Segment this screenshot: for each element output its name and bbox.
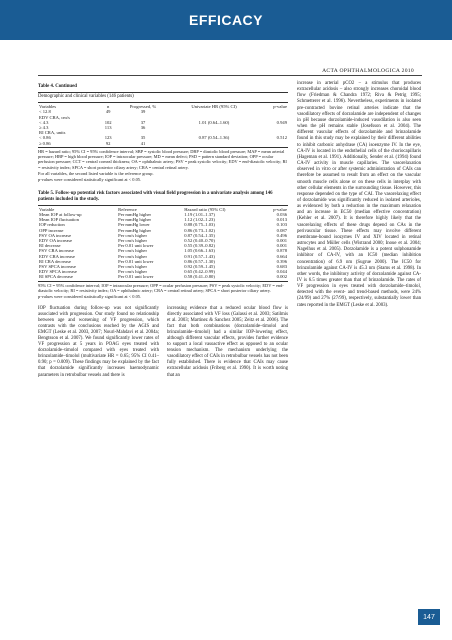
section-banner xyxy=(0,0,452,40)
table-cell: PSV CRA increase xyxy=(39,248,74,254)
table-cell: 0.52 (0.40–0.70) xyxy=(184,238,215,243)
table-cell: Per mmHg higher xyxy=(118,211,152,217)
table-cell: 0.001 xyxy=(276,243,287,249)
table-cell: 41 xyxy=(140,140,146,146)
body-paragraph-middle: increasing evidence that a reduced ocular blood flow is directly associated with VF loss (Galassi et al. 2003; Satilmis et al. 2003; Martinez & Sanchez 2005; Zeitz et al. 2006). The fact that both combinations (dorzolamide–timolol and brinzolamide–timolol) had a similar IOP-lowering effect, although different vascular effects, provides further evidence to support a local vasoactive effect as opposed to an ocular tension mechanism. The mechanism underlying the vasodilatory effect of CAIs in retrobulbar vessels has not been fully established. There is evidence that CAIs may cause extracellular acidosis (Friberg et al. 1990). It is worth noting that an xyxy=(167,305,288,378)
table-cell: 0.036 xyxy=(276,211,287,217)
table-cell: 0.86 (0.73–1.02) xyxy=(184,227,215,233)
body-paragraph-left: IOP fluctuation during follow-up was not significantly associated with progression. Our study found no relationship between age and worsening of VF progression, which contrasts with the conclusions reached by the AGIS and EMGT (Leske et al. 2003, 2007; Nouri-Mahdavi et al. 2004a; Bengtsson et al. 2007). We found significantly lower rates of VF progression at 5 years in POAG eyes treated with dorzolamide–timolol compared with eyes treated with brinzolamide–timolol (multivariate HR = 0.65; 95% CI 0.41–0.90; p = 0.009). These findings may be explained by the fact that dorzolamide significantly increases haemodynamic parameters in retrobulbar vessels and there is xyxy=(38,305,159,378)
table-cell: 0.87 (0.54–1.36) xyxy=(198,135,230,141)
table-cell: EDV CRA, cm/s xyxy=(39,114,70,120)
table-cell: 36 xyxy=(140,125,146,130)
left-column xyxy=(38,81,288,379)
page-number: 147 xyxy=(418,609,440,625)
table-cell: < 4.3 xyxy=(39,119,49,125)
table-cell: 0.92 (0.59–1.45) xyxy=(184,264,215,270)
table4 xyxy=(38,104,288,146)
table-cell: 0.044 xyxy=(276,269,287,275)
body-columns xyxy=(38,306,288,379)
table-cell: 1.01 (0.64–1.60) xyxy=(198,119,230,125)
table5-note: 95% CI = 95% confidence interval; IOP = intraocular pressure; OPP = ocular perfusion pressure; PSV = peak systolic velocity; EDV = end-diastolic velocity; RI = resistivity index; OA = ophthalmic artery; CRA = central retinal artery; SPCA = short posterior ciliary artery. xyxy=(38,282,284,293)
table-cell: RI decrease xyxy=(39,243,61,249)
column-header: p-value xyxy=(273,104,287,110)
table-cell: Per cm/s higher xyxy=(118,232,147,238)
table-cell: 0.496 xyxy=(276,232,287,238)
column-header: Hazard ratio (95% CI) xyxy=(184,206,226,212)
divider xyxy=(38,92,288,93)
divider xyxy=(38,102,288,103)
table-cell: 123 xyxy=(104,135,112,141)
table-cell: Per mmHg higher xyxy=(118,227,152,233)
table-cell: EDV SPCA increase xyxy=(39,269,77,275)
table4-note: HR = hazard ratio; 95% CI = 95% confidence interval; SBP = systolic blood pressure; DBP = diastolic blood pressure; MAP = mean arterial pressure; HBP = high blood pressure; IOP = intraocular pressure; MD = mean defect; PSD = pattern standard deviation; OPP = ocular perfusion pressure; CCT = central corneal thickness; OA = ophthalmic artery; PSV = peak systolic velocity; EDV = end-diastolic velocity; RI = resistivity index; SPCA = short posterior ciliary artery; CRA = central retinal artery. xyxy=(38,148,287,170)
table-cell xyxy=(170,141,259,146)
table-cell: EDV CRA increase xyxy=(39,253,75,259)
table-cell: 0.86 (0.57–1.30) xyxy=(184,258,215,264)
table-cell: 0.55 (0.39–0.82) xyxy=(184,243,215,249)
table5 xyxy=(38,207,288,280)
table-cell: 39 xyxy=(140,109,146,115)
divider xyxy=(38,205,288,206)
table-cell: 0.002 xyxy=(276,274,287,280)
table4-subtitle: Demographic and clinical variables (146 patients) xyxy=(38,94,134,100)
body-paragraph-right: increase in arterial pCO2 – a stimulus that produces extracellular acidosis – also strongly increases choroidal blood flow (Friedman & Chandra 1972; Riva & Petrig 1995; Schmetterer et al. 1996). Nevertheless, experiments in isolated pre-contracted bovine retinal arteries indicate that the vasodilatory effects of dorzolamide are independent of changes in pH because dorzolamide-induced vasodilation is also seen when the pH remains stable (Josefsson et al. 2004). The different vascular effects of dorzolamide and brinzolamide found in this study may be explained by their different abilities to inhibit carbonic anhydrase (CA) isoenzyme IV. In the eye, CA-IV is located in the endothelial cells of the choriocapillaris (Hageman et al. 1991). Additionally, Sender et al. (1994) found CA-IV activity in muscle capillaries. The vasorelaxation observed in vitro or after systemic administration of CAIs can therefore be assumed to result from an effect on the vascular smooth muscle cells alone or on these cells in interplay with other cellular elements in the surrounding tissue. However, this response depended on the type of CAI. The vasorelaxing effect of dorzolamide was significantly reduced in isolated arterioles, as evidenced by both a reduction in the maximum relaxation and an increase in EC50 (median effective concentration) (Kehler et al. 2007). It is therefore highly likely that the vasorelaxing effects of these drugs depend on CAs in the perivascular tissue. These effects may involve different membrane-bound isozymes IV and XIV located in retinal astrocytes and Müller cells (Wistrand 2000; Inoue et al. 2004; Nagelhus et al. 2005). Dorzolamide is a potent sulphonamide inhibitor of CA-IV, with an IC50 (median inhibition concentration) of 6.9 nm (Sugrue 2000). The IC50 for brinzolamide against CA-IV is 45.3 nm (Stams et al. 1998). In other words, the inhibitory activity of dorzolamide against CA-IV is 6.5 times greater than that of brinzolamide. The rates of VF progression in eyes treated with dorzolamide–timolol, detected with the event- and trend-based methods, were 24% (24/99) and 27% (27/99), respectively, substantially lower than rates reported in the EMGT (Leske et al. 2003). xyxy=(297,81,421,308)
banner-title: EFFICACY xyxy=(189,12,263,28)
table-cell: 0.664 xyxy=(276,253,287,259)
table-cell: 92 xyxy=(105,140,111,146)
table-cell: 0.087 xyxy=(276,227,287,233)
table-cell: PSV SPCA increase xyxy=(39,264,76,270)
table-cell: Per mmHg lower xyxy=(118,222,150,228)
table-cell: Per mmHg higher xyxy=(118,217,152,223)
table-cell: 0.88 (0.75–1.03) xyxy=(184,222,215,228)
table-cell: 35 xyxy=(140,135,146,141)
header-rule xyxy=(38,75,422,76)
column-header: Univariate HR (95% CI) xyxy=(191,104,237,110)
table-cell: < 0.86 xyxy=(39,135,51,141)
table-cell: RI CRA decrease xyxy=(39,258,71,264)
table5-caption: Table 5. Follow-up potential risk factors associated with visual field progression in a univariate analysis among 146 patients included in the study. xyxy=(38,190,273,202)
table-cell: Per cm/s higher xyxy=(118,264,147,270)
table-row xyxy=(38,141,288,146)
table5-note: p-values were considered statistically significant at < 0.05. xyxy=(38,294,142,300)
table-cell: 0.512 xyxy=(276,135,287,141)
table-cell: 0.878 xyxy=(276,248,287,254)
column-header: Variables xyxy=(39,104,57,110)
table-cell: ≥ 0.86 xyxy=(39,140,51,146)
table-cell: 37 xyxy=(140,119,146,125)
table-cell: 0.65 (0.42–0.99) xyxy=(184,269,215,275)
table-cell: Per cm/s higher xyxy=(118,248,147,254)
column-header: Progressed, % xyxy=(129,104,157,110)
table-cell: 0.87 (0.54–1.35) xyxy=(184,232,215,238)
table-cell: IOP reduction xyxy=(39,222,65,228)
table-cell: 0.58 (0.41–0.80) xyxy=(184,274,215,280)
table-cell: Per cm/s higher xyxy=(118,238,147,243)
column-header: p-value xyxy=(273,206,287,212)
table-cell: < 12.8 xyxy=(39,109,51,115)
table-cell: Mean IOP at follow-up xyxy=(39,211,82,217)
divider xyxy=(38,281,288,282)
table-cell: 113 xyxy=(104,125,112,130)
column-header: Reference xyxy=(118,206,137,212)
table-row xyxy=(38,274,288,279)
table-cell: 0.683 xyxy=(276,264,287,270)
table-cell: EDV OA increase xyxy=(39,238,73,243)
table-cell: 1.19 (1.01–1.37) xyxy=(184,211,215,217)
table-cell: 0.001 xyxy=(276,238,287,243)
table-cell: 0.396 xyxy=(276,258,287,264)
table-cell: 1.05 (0.66–1.63) xyxy=(184,248,215,254)
table-cell: Mean IOP fluctuation xyxy=(39,217,79,223)
table-cell: RI SPCA decrease xyxy=(39,274,73,280)
divider xyxy=(38,147,288,148)
table-cell: RI CRA, units xyxy=(39,130,66,136)
table-cell: Per 0.01 unit lower xyxy=(118,258,154,264)
table-cell: 0.013 xyxy=(276,217,287,223)
table-cell: PSV OA increase xyxy=(39,232,72,238)
table-cell: 1.12 (1.02–1.23) xyxy=(184,217,215,223)
table-cell: 102 xyxy=(104,119,112,125)
journal-title: ACTA OPHTHALMOLOGICA 2010 xyxy=(322,68,414,74)
table-cell: Per cm/s higher xyxy=(118,269,147,275)
table-cell: 0.949 xyxy=(276,119,287,125)
column-header: n xyxy=(107,104,110,110)
table-cell: OPP increase xyxy=(39,227,64,233)
table-cell: 49 xyxy=(105,109,111,115)
table-cell: Per 0.01 unit lower xyxy=(118,274,154,280)
table-cell: 0.91 (0.57–1.43) xyxy=(184,253,215,259)
table-cell: Per 0.01 unit lower xyxy=(118,243,154,249)
table4-caption: Table 4. Continued xyxy=(38,84,77,89)
table-cell: 0.103 xyxy=(276,222,287,228)
column-header: Variable xyxy=(39,206,55,212)
table4-note: For all variables, the second listed variable is the reference group. xyxy=(38,171,154,176)
table-cell: Per cm/s higher xyxy=(118,253,147,259)
table-cell: ≥ 4.3 xyxy=(39,125,49,130)
table4-note: p-values were considered statistically significant at < 0.05. xyxy=(38,177,142,183)
table-cell xyxy=(258,141,288,146)
